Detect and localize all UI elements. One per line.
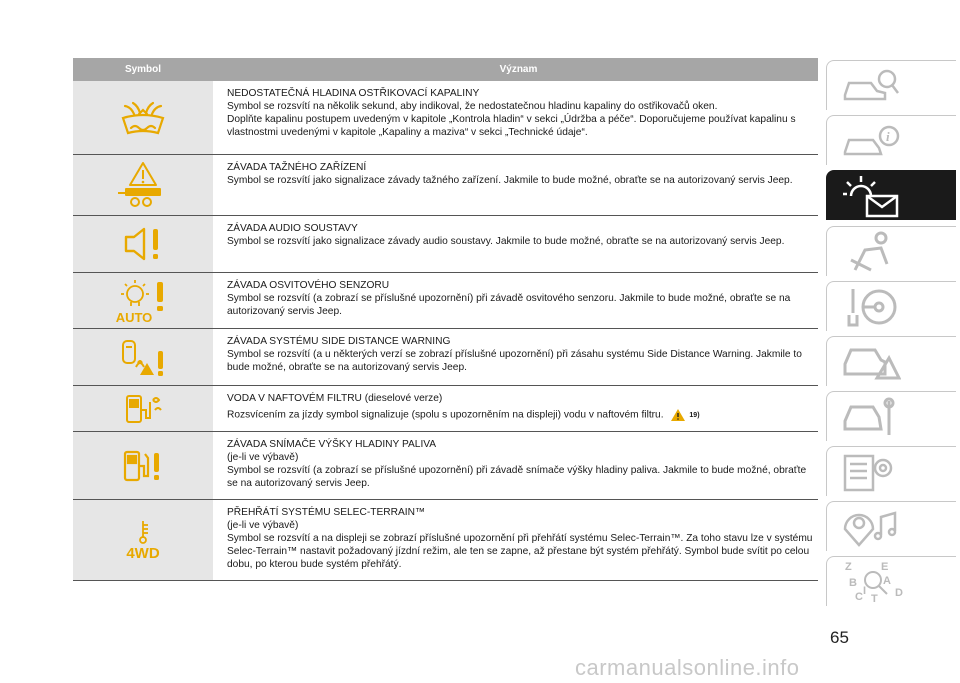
sidebar-tab-specs[interactable] (826, 446, 956, 496)
sidebar-tab-service[interactable] (826, 391, 956, 441)
airbag-person-icon (841, 230, 901, 274)
trailer-hitch-warning-icon (116, 161, 170, 209)
row-title: ZÁVADA OSVITOVÉHO SENZORU (227, 280, 390, 291)
row-text: Symbol se rozsvítí jako signalizace závady tažného zařízení. Jakmile to bude možné, obraťte se na autorizovaný servis Jeep. (227, 175, 793, 186)
4wd-overheat-icon (117, 518, 169, 562)
index-letter: Z (845, 560, 852, 573)
symbol-cell (73, 81, 213, 154)
symbol-cell (73, 386, 213, 431)
sidebar-tab-crash[interactable] (826, 336, 956, 386)
header-symbol: Symbol (124, 64, 162, 75)
symbol-cell (73, 273, 213, 328)
warning-lights-icon (841, 174, 911, 218)
table-row (73, 500, 818, 581)
row-text: Doplňte kapalinu postupem uvedeným v kapitole „Kontrola hladin“ v sekci „Údržba a péče“. Doporučujeme používat kapalinu s vlastnostmi uvedenými v kapitole „Kapaliny a maziva“ v sekci „Technické údaje“. (227, 114, 796, 138)
page-number: 65 (830, 628, 849, 647)
row-title: PŘEHŘÁTÍ SYSTÉMU SELEC-TERRAIN™ (227, 507, 426, 518)
row-title: ZÁVADA TAŽNÉHO ZAŘÍZENÍ (227, 162, 367, 173)
table-row (73, 329, 818, 386)
car-wrench-icon (841, 395, 901, 439)
sidebar-tab-airbag[interactable] (826, 226, 956, 276)
table-row (73, 386, 818, 432)
index-letter: E (881, 560, 889, 573)
table-row (73, 155, 818, 216)
symbol-cell (73, 329, 213, 385)
table-row (73, 273, 818, 329)
symbol-cell (73, 500, 213, 580)
header-meaning: Význam (499, 64, 538, 75)
row-text: (je-li ve výbavě) (227, 520, 299, 531)
table-row (73, 432, 818, 500)
sidebar-tab-car-info[interactable] (826, 115, 956, 165)
4wd-label: 4WD (126, 545, 160, 562)
svg-text:i: i (886, 128, 890, 144)
water-in-fuel-icon (123, 392, 163, 426)
table-row (73, 81, 818, 155)
table-header (73, 58, 818, 81)
index-letters-icon (841, 558, 911, 606)
index-letter: I (863, 584, 867, 597)
auto-label: AUTO (115, 309, 153, 324)
sidebar-tab-multimedia[interactable] (826, 501, 956, 551)
sidebar-tab-steering[interactable] (826, 281, 956, 331)
row-title: VODA V NAFTOVÉM FILTRU (dieselové verze) (227, 393, 443, 404)
row-text-line (227, 408, 818, 422)
washer-fluid-icon (120, 100, 166, 136)
row-text: Symbol se rozsvítí (a zobrazí se příslušné upozornění) při závadě osvitového senzoru. Jakmile to bude možné, obraťte se na autorizovaný servis Jeep. (227, 293, 791, 317)
sidebar-tab-car-search[interactable] (826, 60, 956, 110)
row-text: (je-li ve výbavě) (227, 452, 299, 463)
side-distance-warning-icon (120, 337, 166, 377)
steering-wheel-icon (841, 285, 901, 329)
row-title: NEDOSTATEČNÁ HLADINA OSTŘIKOVACÍ KAPALINY (227, 88, 480, 99)
row-text: Symbol se rozsvítí (a u některých verzí se zobrazí příslušné upozornění) při zásahu systému Side Distance Warning. Jakmile to bude možné, obraťte se na autorizovaný servis Jeep. (227, 349, 802, 373)
light-sensor-auto-icon (113, 278, 173, 324)
row-title: ZÁVADA SYSTÉMU SIDE DISTANCE WARNING (227, 336, 451, 347)
index-letter: D (895, 586, 903, 599)
specs-gear-icon (841, 450, 901, 494)
row-text: Rozsvícením za jízdy symbol signalizuje (spolu s upozorněním na displeji) vodu v naftovém filtru. (227, 409, 664, 421)
table-row (73, 216, 818, 273)
audio-fault-icon (122, 225, 164, 263)
car-crash-icon (841, 340, 901, 384)
car-info-icon (841, 122, 901, 160)
symbol-cell (73, 432, 213, 499)
row-text: Symbol se rozsvítí na několik sekund, aby indikoval, že nedostatečnou hladinu kapaliny do ostřikovačů oken. (227, 101, 718, 112)
row-title: ZÁVADA SNÍMAČE VÝŠKY HLADINY PALIVA (227, 439, 437, 450)
index-letter: B (849, 576, 857, 589)
symbol-cell (73, 216, 213, 272)
row-title: ZÁVADA AUDIO SOUSTAVY (227, 223, 358, 234)
warning-triangle-icon (670, 408, 686, 422)
index-letter: T (871, 592, 878, 605)
row-text: Symbol se rozsvítí a na displeji se zobrazí příslušné upozornění při přehřátí systému Selec-Terrain™. Za toho stavu lze v systému Selec-Terrain™ nastavit požadovaný jízdní režim, ale ten se zapne, až přestane být systém přehřátý. Symbol bude svítit po celou dobu, po kterou bude systém přehřátý. (227, 533, 813, 570)
fuel-level-sensor-icon (121, 448, 165, 484)
index-letter: A (883, 574, 891, 587)
multimedia-icon (841, 505, 901, 549)
sidebar-tab-warning-lights[interactable] (826, 170, 956, 220)
watermark: carmanualsonline.info (575, 655, 800, 680)
footnote-ref: 19) (689, 411, 700, 419)
symbol-table (73, 58, 818, 581)
index-letter: C (855, 590, 863, 603)
row-text: Symbol se rozsvítí (a zobrazí se příslušné upozornění) při závadě snímače výšky hladiny paliva. Jakmile to bude možné, obraťte se na autorizovaný servis Jeep. (227, 465, 807, 489)
symbol-cell (73, 155, 213, 215)
sidebar-tab-index[interactable] (826, 556, 956, 606)
car-search-icon (841, 67, 901, 105)
row-text: Symbol se rozsvítí jako signalizace závady audio soustavy. Jakmile to bude možné, obraťte se na autorizovaný servis Jeep. (227, 236, 785, 247)
